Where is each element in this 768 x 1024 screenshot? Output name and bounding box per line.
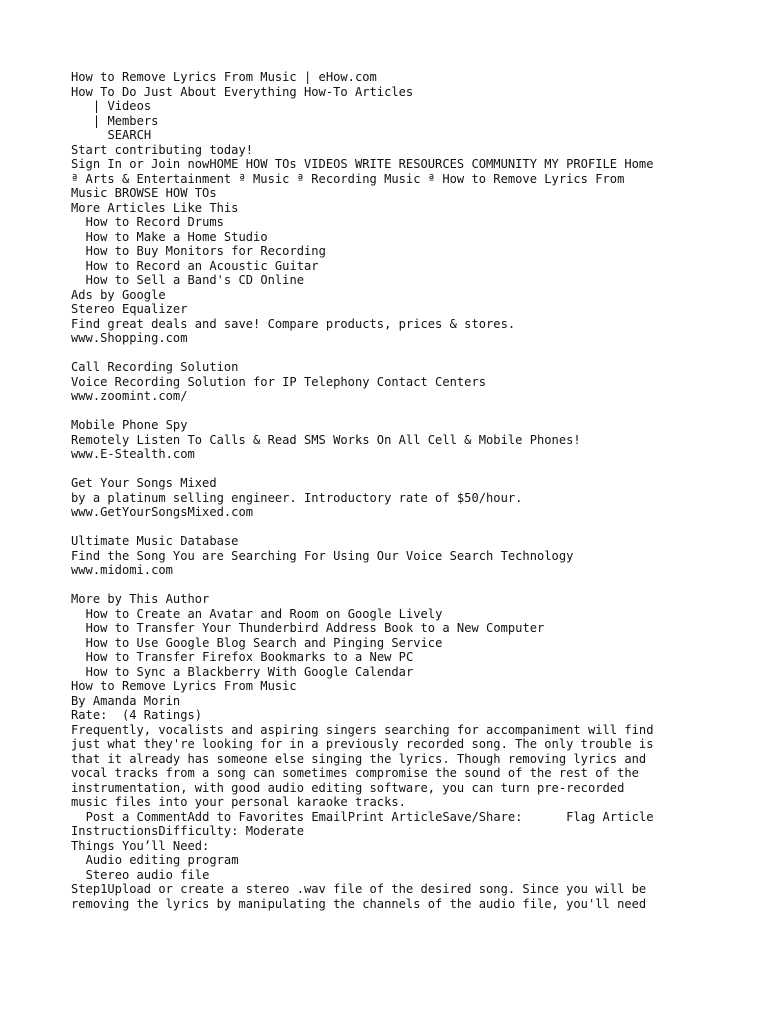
ad-title-link[interactable]: Stereo Equalizer (71, 302, 188, 316)
instructions-difficulty: InstructionsDifficulty: Moderate (71, 824, 304, 838)
article-intro-line: just what they're looking for in a previously recorded song. The only trouble is (71, 737, 654, 751)
more-articles-heading: More Articles Like This (71, 200, 239, 215)
page-content (71, 70, 691, 911)
related-article-link[interactable]: How to Sell a Band's CD Online (85, 273, 305, 287)
ad-url-link[interactable]: www.zoomint.com/ (71, 389, 188, 403)
author-article-link[interactable]: How to Use Google Blog Search and Pinging Service (85, 635, 443, 650)
breadcrumb[interactable]: ª Arts & Entertainment ª Music ª Recording Music ª How to Remove Lyrics From (71, 171, 625, 186)
ads-heading[interactable]: Ads by Google (71, 287, 166, 302)
related-article-link[interactable]: How to Record Drums (85, 215, 224, 229)
spacer (71, 346, 691, 361)
nav-members-link[interactable]: | Members (92, 113, 159, 128)
ad-url-link[interactable]: www.GetYourSongsMixed.com (71, 505, 254, 519)
ad-description: Remotely Listen To Calls & Read SMS Works On All Cell & Mobile Phones! (71, 432, 581, 447)
ad-title-link[interactable]: Ultimate Music Database (71, 534, 239, 548)
post-comment-link[interactable]: Post a Comment (85, 809, 188, 824)
author-article-link[interactable]: How to Transfer Firefox Bookmarks to a New PC (85, 650, 414, 664)
article-intro-line: vocal tracks from a song can sometimes compromise the sound of the rest of the (71, 766, 639, 780)
spacer (71, 404, 691, 419)
article-intro-line: instrumentation, with good audio editing software, you can turn pre-recorded (71, 780, 625, 795)
spacer (71, 578, 691, 593)
signin-nav-bar[interactable]: Sign In or Join nowHOME HOW TOs VIDEOS WRITE RESOURCES COMMUNITY MY PROFILE Home (71, 157, 654, 171)
step-text-line: Step1Upload or create a stereo .wav file of the desired song. Since you will be (71, 882, 647, 896)
nav-videos-link[interactable]: | Videos (92, 99, 152, 113)
spacer (71, 462, 691, 477)
contribute-link[interactable]: Start contributing today! (71, 142, 254, 157)
article-intro-line: Frequently, vocalists and aspiring singers searching for accompaniment will find (71, 722, 654, 737)
article-author-link[interactable]: By Amanda Morin (71, 693, 181, 708)
article-actions-bar (71, 810, 691, 825)
ad-url-link[interactable]: www.midomi.com (71, 563, 173, 577)
article-title: How to Remove Lyrics From Music (71, 679, 297, 693)
save-share-link[interactable]: Save/Share: (442, 809, 523, 824)
author-article-link[interactable]: How to Transfer Your Thunderbird Address Book to a New Computer (85, 621, 545, 635)
step-text-line: removing the lyrics by manipulating the channels of the audio file, you'll need (71, 896, 647, 911)
related-article-link[interactable]: How to Record an Acoustic Guitar (85, 258, 319, 273)
site-tagline: How To Do Just About Everything How-To Articles (71, 84, 414, 99)
breadcrumb-continued[interactable]: Music BROWSE HOW TOs (71, 186, 217, 200)
related-article-link[interactable]: How to Buy Monitors for Recording (85, 244, 326, 258)
actions-gap (522, 810, 566, 824)
ad-url-link[interactable]: www.E-Stealth.com (71, 447, 195, 461)
article-intro-line: music files into your personal karaoke tracks. (71, 795, 406, 809)
things-needed-item: Audio editing program (85, 853, 239, 867)
ad-description: Find the Song You are Searching For Using Our Voice Search Technology (71, 548, 574, 563)
ad-url-link[interactable]: www.Shopping.com (71, 331, 188, 345)
email-link[interactable]: Email (311, 809, 348, 824)
ad-description: Voice Recording Solution for IP Telephony Contact Centers (71, 374, 487, 389)
flag-article-link[interactable]: Flag Article (566, 809, 654, 824)
add-favorites-link[interactable]: Add to Favorites (187, 809, 312, 824)
print-article-link[interactable]: Print Article (347, 809, 443, 824)
spacer (71, 520, 691, 535)
related-article-link[interactable]: How to Make a Home Studio (85, 229, 268, 244)
page-title: How to Remove Lyrics From Music | eHow.com (71, 70, 377, 84)
search-button[interactable]: SEARCH (107, 128, 152, 142)
more-by-author-heading: More by This Author (71, 592, 210, 606)
author-article-link[interactable]: How to Sync a Blackberry With Google Calendar (85, 664, 414, 679)
things-needed-item: Stereo audio file (85, 867, 210, 882)
things-needed-heading: Things You’ll Need: (71, 838, 210, 853)
article-intro-line: that it already has someone else singing the lyrics. Though removing lyrics and (71, 751, 647, 766)
ad-title-link[interactable]: Call Recording Solution (71, 360, 239, 374)
ad-description: by a platinum selling engineer. Introductory rate of $50/hour. (71, 490, 523, 505)
ad-title-link[interactable]: Mobile Phone Spy (71, 418, 188, 432)
author-article-link[interactable]: How to Create an Avatar and Room on Google Lively (85, 606, 443, 621)
ad-title-link[interactable]: Get Your Songs Mixed (71, 476, 217, 490)
ad-description: Find great deals and save! Compare products, prices & stores. (71, 316, 516, 331)
article-rating[interactable]: Rate: (4 Ratings) (71, 708, 203, 722)
